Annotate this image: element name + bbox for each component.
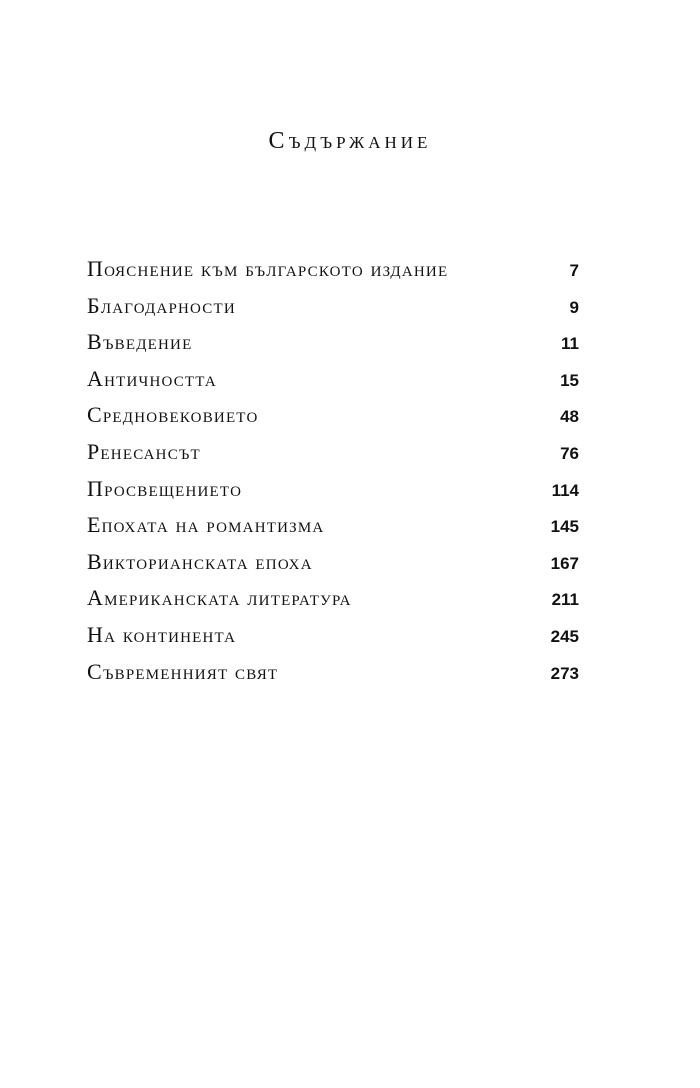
toc-entry-title: Средновековието xyxy=(87,402,259,428)
toc-entry xyxy=(87,291,579,328)
toc-entry-page-number: 114 xyxy=(551,480,579,500)
toc-entry xyxy=(87,510,579,547)
toc-entry xyxy=(87,620,579,657)
toc-entry xyxy=(87,364,579,401)
toc-entry xyxy=(87,400,579,437)
toc-entry-page-number: 273 xyxy=(550,663,579,683)
toc-entry xyxy=(87,327,579,364)
page-title: Съдържание xyxy=(268,128,432,155)
toc-entry-page-number: 48 xyxy=(560,407,579,427)
toc-entry-title: Благодарности xyxy=(87,292,236,318)
table-of-contents xyxy=(87,254,579,693)
toc-entry xyxy=(87,254,579,291)
toc-entry-title: На континента xyxy=(87,621,237,647)
toc-entry xyxy=(87,547,579,584)
toc-entry xyxy=(87,583,579,620)
toc-entry-page-number: 9 xyxy=(569,297,579,317)
toc-entry-title: Епохата на романтизма xyxy=(87,512,325,538)
toc-entry-page-number: 145 xyxy=(550,517,579,537)
toc-entry-page-number: 7 xyxy=(569,261,579,280)
toc-entry-title: Въведение xyxy=(87,329,193,355)
toc-entry xyxy=(87,474,579,511)
toc-entry xyxy=(87,437,579,474)
toc-entry-title: Ренесансът xyxy=(87,438,201,464)
toc-entry-title: Викторианската епоха xyxy=(87,548,313,574)
toc-entry-page-number: 76 xyxy=(560,443,579,463)
toc-entry-title: Пояснение към българското издание xyxy=(87,256,449,281)
toc-entry-title: Американската литература xyxy=(87,585,352,611)
toc-entry-page-number: 11 xyxy=(561,334,579,354)
toc-entry-title: Просвещението xyxy=(87,475,243,501)
toc-entry-page-number: 211 xyxy=(551,590,579,610)
toc-entry xyxy=(87,657,579,694)
toc-entry-page-number: 167 xyxy=(550,553,579,573)
toc-entry-title: Античността xyxy=(87,365,217,391)
toc-entry-page-number: 15 xyxy=(560,370,579,390)
toc-entry-page-number: 245 xyxy=(550,626,579,646)
toc-entry-title: Съвременният свят xyxy=(87,658,279,684)
